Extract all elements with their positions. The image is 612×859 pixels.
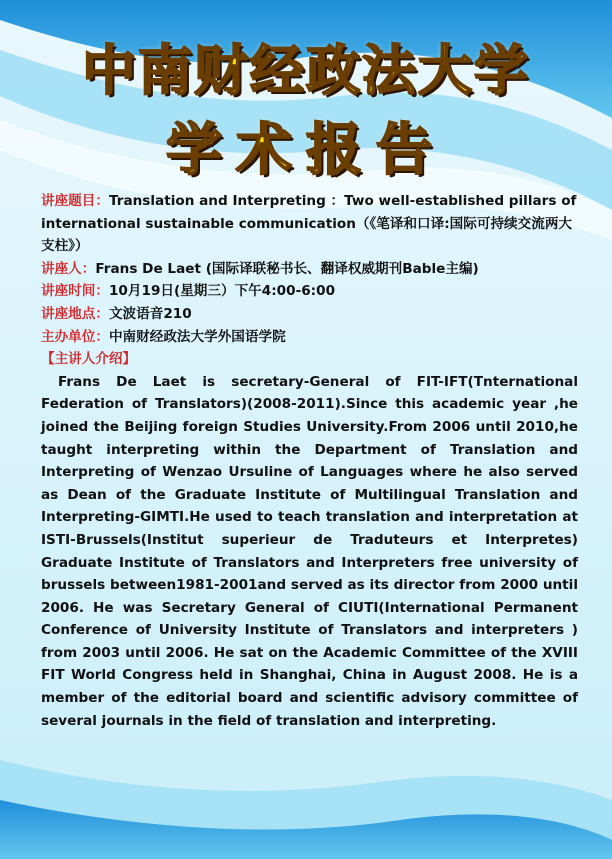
detail-label: 讲座地点： — [41, 305, 109, 322]
detail-label: 讲座人： — [41, 260, 96, 277]
detail-label: 主办单位： — [41, 328, 109, 345]
detail-value: 10月19日(星期三）下午4:00-6:00 — [108, 283, 336, 300]
speaker-bio: Frans De Laet is secretary-General of FIT-IFT(Tnternational Federation of Translators)(2008-2011).Since this academic year ,he joined the Beijing foreign Studies University.From 2006 until 2010,he taught interpreting within the Department of Translation and Interpreting of Wenzao Ursuline of Languages where he also served as Dean of the Graduate Institute of Multilingual Translation and Interpreting-GIMTI.He used to teach translation and interpretation at ISTI-Brussels(Institut superieur de Traduteurs et Interpretes) Graduate Institute of Translators and Interpreters free university of brussels between1981-2001and served as its director from 2000 until 2006. He was Secretary General of CIUTI(International Permanent Conference of University Institute of Translators and interpreters ) from 2003 until 2006. He sat on the Academic Committee of the XVIII FIT World Congress held in Shanghai, China in August 2008. He is a member of the editorial board and scientific advisory committee of several journals in the field of translation and interpreting. — [41, 373, 578, 729]
detail-value: 文波语音210 — [108, 305, 192, 322]
detail-location — [41, 303, 578, 326]
detail-label: 讲座时间： — [41, 283, 109, 300]
university-title: 中南财经政法大学 — [82, 38, 530, 102]
detail-value: Frans De Laet (国际译联秘书长、翻译权威期刊Bable主编) — [95, 260, 479, 277]
detail-value: Translation and Interpreting ：Two well-established pillars of international sustainable communication（《笔译和口译:国际可持续交流两大支柱》） — [41, 193, 577, 255]
detail-time — [41, 280, 578, 303]
bio-heading: 【主讲人介绍】 — [41, 351, 137, 368]
detail-topic — [41, 190, 578, 258]
detail-value: 中南财经政法大学外国语学院 — [108, 328, 286, 345]
lecture-content — [41, 190, 578, 732]
detail-label: 讲座题目： — [41, 193, 109, 209]
detail-speaker — [41, 258, 578, 281]
detail-organizer — [41, 326, 578, 349]
report-title: 学术报告 — [166, 117, 446, 183]
